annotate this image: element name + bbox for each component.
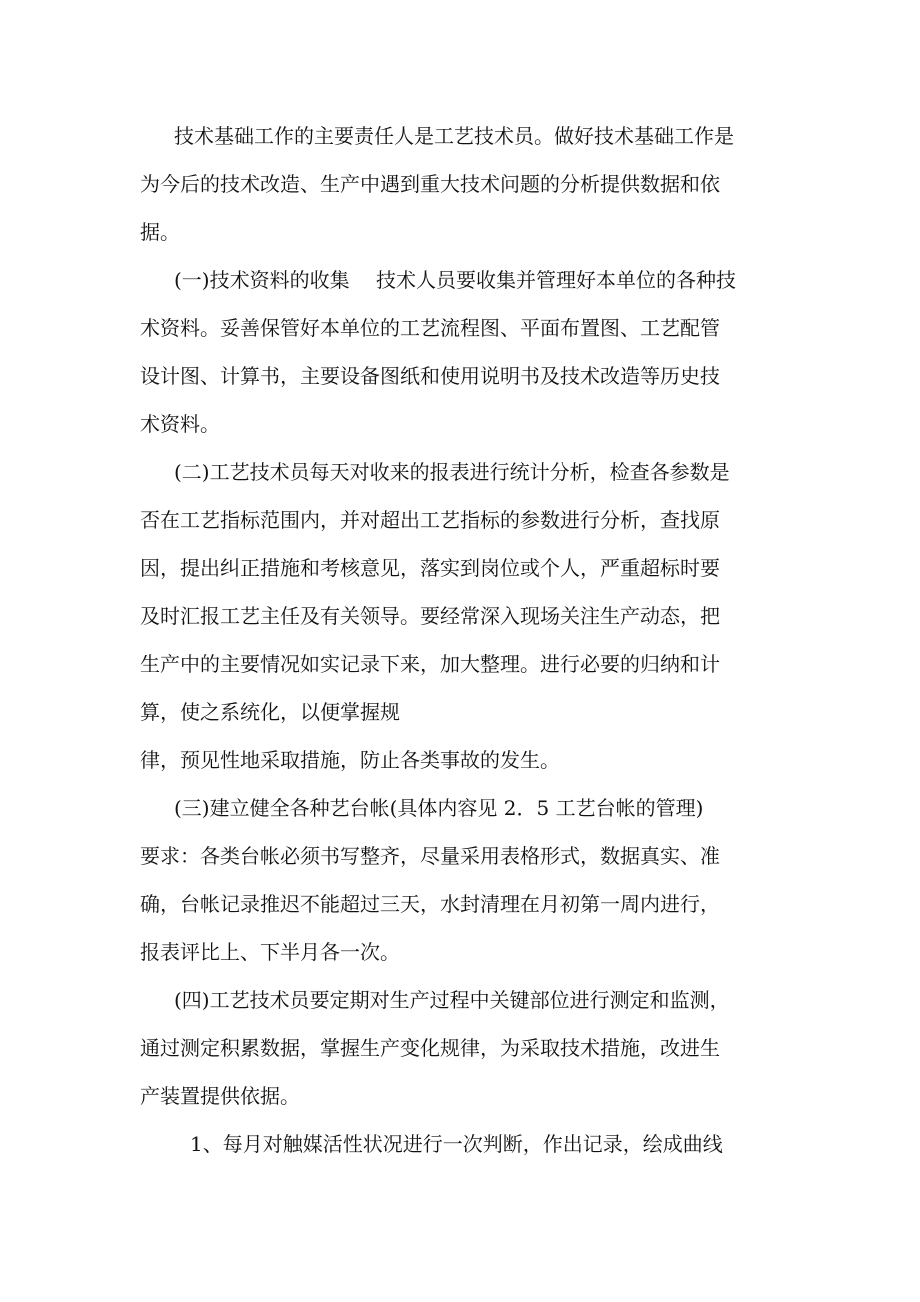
paragraph-3-line-1: (二)工艺技术员每天对收来的报表进行统计分析，检查各参数是	[174, 460, 730, 484]
paragraph-3-line-6: 算，使之系统化，以便掌握规	[140, 700, 400, 724]
paragraph-6-line-1: 1、每月对触媒活性状况进行一次判断，作出记录，绘成曲线	[190, 1132, 723, 1156]
paragraph-3-line-5: 生产中的主要情况如实记录下来，加大整理。进行必要的归纳和计	[140, 652, 720, 676]
paragraph-2-line-4: 术资料。	[140, 412, 220, 436]
paragraph-5-line-1: (四)工艺技术员要定期对生产过程中关键部位进行测定和监测，	[174, 988, 730, 1012]
paragraph-3-line-7: 律，预见性地采取措施，防止各类事故的发生。	[140, 748, 560, 772]
paragraph-1-line-2: 为今后的技术改造、生产中遇到重大技术问题的分析提供数据和依	[140, 172, 720, 196]
paragraph-3-line-2: 否在工艺指标范围内，并对超出工艺指标的参数进行分析，查找原	[140, 508, 720, 532]
paragraph-4-line-2: 要求：各类台帐必须书写整齐，尽量采用表格形式，数据真实、准	[140, 844, 720, 868]
paragraph-3-line-3: 因，提出纠正措施和考核意见，落实到岗位或个人，严重超标时要	[140, 556, 720, 580]
paragraph-2-line-1: (一)技术资料的收集 技术人员要收集并管理好本单位的各种技	[174, 268, 736, 292]
paragraph-2-line-3: 设计图、计算书，主要设备图纸和使用说明书及技术改造等历史技	[140, 364, 720, 388]
paragraph-1-line-1: 技术基础工作的主要责任人是工艺技术员。做好技术基础工作是	[174, 124, 734, 148]
paragraph-4-line-4: 报表评比上、下半月各一次。	[140, 940, 400, 964]
paragraph-3-line-4: 及时汇报工艺主任及有关领导。要经常深入现场关注生产动态，把	[140, 604, 720, 628]
paragraph-4-line-3: 确，台帐记录推迟不能超过三天，水封清理在月初第一周内进行，	[140, 892, 720, 916]
paragraph-4-line-1: (三)建立健全各种艺台帐(具体内容见 2．5 工艺台帐的管理)	[174, 796, 704, 820]
paragraph-2-line-2: 术资料。妥善保管好本单位的工艺流程图、平面布置图、工艺配管	[140, 316, 720, 340]
paragraph-5-line-3: 产装置提供依据。	[140, 1084, 300, 1108]
paragraph-5-line-2: 通过测定积累数据，掌握生产变化规律，为采取技术措施，改进生	[140, 1036, 720, 1060]
paragraph-1-line-3: 据。	[140, 220, 180, 244]
